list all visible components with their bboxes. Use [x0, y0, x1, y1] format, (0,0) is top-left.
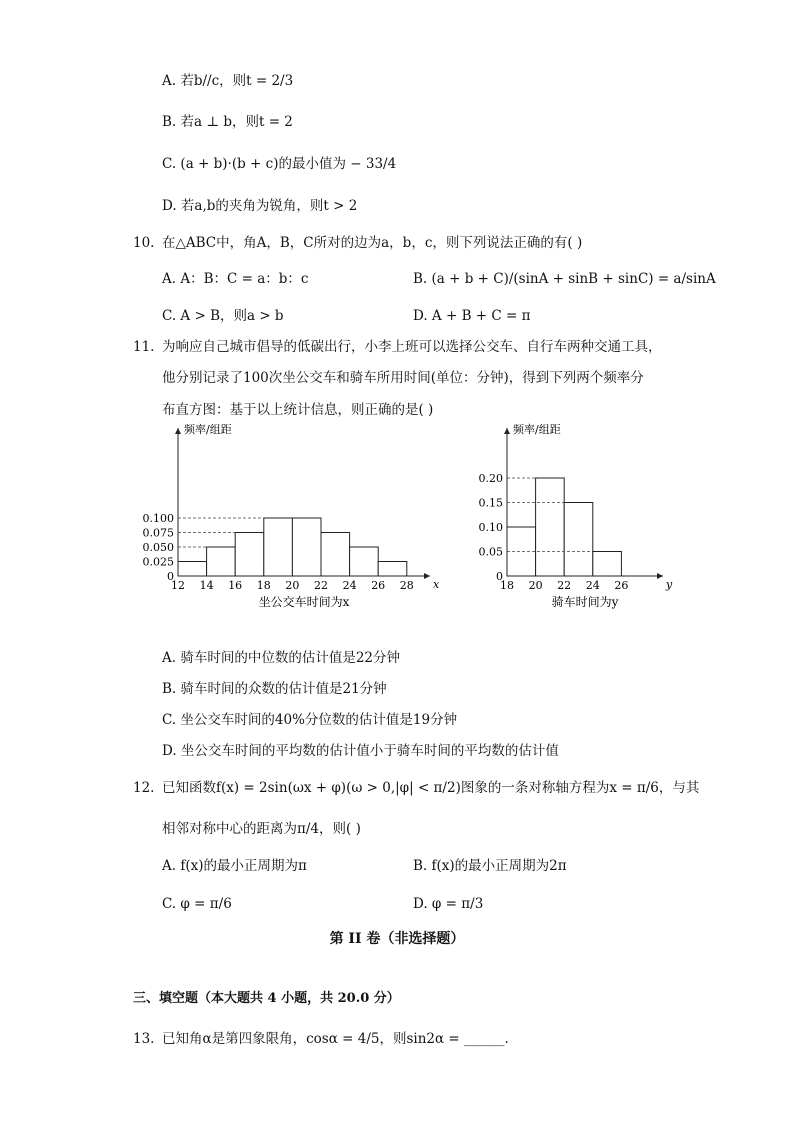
- q12-option-a: A. f(x)的最小正周期为π: [162, 858, 307, 874]
- x-tick-label: 28: [399, 579, 414, 592]
- q10-option-c: C. A > B，则a > b: [162, 308, 284, 324]
- histogram-bar: [321, 533, 350, 577]
- section-title: 第 II 卷（非选择题）: [329, 931, 465, 947]
- histogram-bar: [378, 562, 407, 577]
- q11-stem-line3: 布直方图：基于以上统计信息，则正确的是( ): [162, 402, 434, 418]
- x-tick-label: 18: [256, 579, 271, 592]
- q11-option-b: B. 骑车时间的众数的估计值是21分钟: [162, 681, 387, 697]
- y-tick-label: 0.20: [478, 472, 503, 485]
- x-tick-label: 18: [500, 579, 514, 592]
- q12-number: 12.: [133, 780, 155, 796]
- x-tick-label: 20: [528, 579, 543, 592]
- y-tick-label: 0: [496, 570, 503, 583]
- bus-time-histogram: [140, 420, 450, 615]
- y-axis-label: 频率/组距: [513, 423, 561, 436]
- q11-number: 11.: [133, 339, 155, 355]
- x-tick-label: 22: [557, 579, 572, 592]
- q12-stem-line2: 相邻对称中心的距离为π/4，则( ): [162, 821, 361, 837]
- q9-option-d: D. 若a,b的夹角为锐角，则t > 2: [162, 198, 358, 214]
- q11-option-c: C. 坐公交车时间的40%分位数的估计值是19分钟: [162, 712, 458, 728]
- x-tick-label: 16: [228, 579, 243, 592]
- y-tick-label: 0.05: [478, 545, 503, 559]
- y-tick-label: 0.075: [142, 526, 174, 540]
- x-axis-label: x: [433, 578, 440, 591]
- histogram-bar: [207, 547, 236, 576]
- q9-option-b: B. 若a ⊥ b，则t = 2: [162, 114, 293, 130]
- bike-time-histogram: [465, 420, 685, 615]
- y-tick-label: 0.10: [478, 521, 503, 534]
- histogram-bar: [593, 552, 622, 577]
- histogram-bar: [292, 518, 321, 576]
- q10-option-a: A. A：B：C = a：b：c: [162, 271, 309, 287]
- q12-option-d: D. φ = π/3: [413, 896, 484, 912]
- q11-stem-line1: 为响应自己城市倡导的低碳出行，小李上班可以选择公交车、自行车两种交通工具，: [162, 339, 662, 355]
- x-tick-label: 26: [614, 579, 629, 592]
- histogram-bar: [507, 527, 536, 576]
- x-axis-arrow-icon: [424, 573, 430, 579]
- y-tick-label: 0.15: [478, 496, 503, 510]
- x-axis-label: y: [666, 578, 673, 591]
- y-tick-label: 0.050: [142, 541, 174, 554]
- chart-caption: 坐公交车时间为x: [258, 595, 350, 609]
- x-tick-label: 24: [342, 579, 357, 592]
- histogram-bar: [235, 533, 264, 577]
- chart-caption: 骑车时间为y: [551, 595, 619, 609]
- y-axis-label: 频率/组距: [184, 423, 232, 436]
- histogram-bar: [178, 562, 207, 577]
- y-tick-label: 0: [167, 570, 174, 583]
- q13-text: 已知角α是第四象限角，cosα = 4/5，则sin2α = ______.: [162, 1031, 509, 1047]
- x-tick-label: 12: [171, 579, 185, 592]
- x-axis-arrow-icon: [657, 573, 663, 579]
- histogram-bar: [564, 503, 593, 577]
- histogram-bar: [536, 478, 565, 576]
- x-tick-label: 22: [314, 579, 328, 592]
- q10-number: 10.: [133, 235, 155, 251]
- y-axis-arrow-icon: [175, 428, 181, 434]
- q9-option-c: C. (a + b)·(b + c)的最小值为 − 33/4: [162, 156, 397, 172]
- q13-number: 13.: [133, 1031, 155, 1047]
- q11-option-a: A. 骑车时间的中位数的估计值是22分钟: [162, 650, 401, 666]
- x-tick-label: 14: [199, 579, 214, 592]
- histogram-bar: [264, 518, 293, 576]
- q12-stem-line1: 已知函数f(x) = 2sin(ωx + φ)(ω > 0,|φ| < π/2)图象的一条对称轴方程为x = π/6，与其: [162, 780, 700, 796]
- section3-heading: 三、填空题（本大题共 4 小题，共 20.0 分）: [133, 991, 400, 1006]
- y-tick-label: 0.025: [142, 555, 174, 569]
- q10-stem: 在△ABC中，角A，B，C所对的边为a，b，c，则下列说法正确的有( ): [162, 235, 583, 251]
- q9-option-a: A. 若b//c，则t = 2/3: [162, 73, 294, 89]
- x-tick-label: 24: [585, 579, 600, 592]
- q10-option-d: D. A + B + C = π: [413, 308, 531, 324]
- y-axis-arrow-icon: [504, 428, 510, 434]
- q11-stem-line2: 他分别记录了100次坐公交车和骑车所用时间(单位：分钟)，得到下列两个频率分: [162, 370, 644, 386]
- q12-option-b: B. f(x)的最小正周期为2π: [413, 858, 567, 874]
- x-tick-label: 26: [371, 579, 386, 592]
- q10-option-b: B. (a + b + C)/(sinA + sinB + sinC) = a/sinA: [413, 271, 716, 287]
- q11-option-d: D. 坐公交车时间的平均数的估计值小于骑车时间的平均数的估计值: [162, 743, 559, 759]
- x-tick-label: 20: [285, 579, 300, 592]
- q12-option-c: C. φ = π/6: [162, 896, 232, 912]
- y-tick-label: 0.100: [142, 512, 174, 525]
- histogram-bar: [350, 547, 379, 576]
